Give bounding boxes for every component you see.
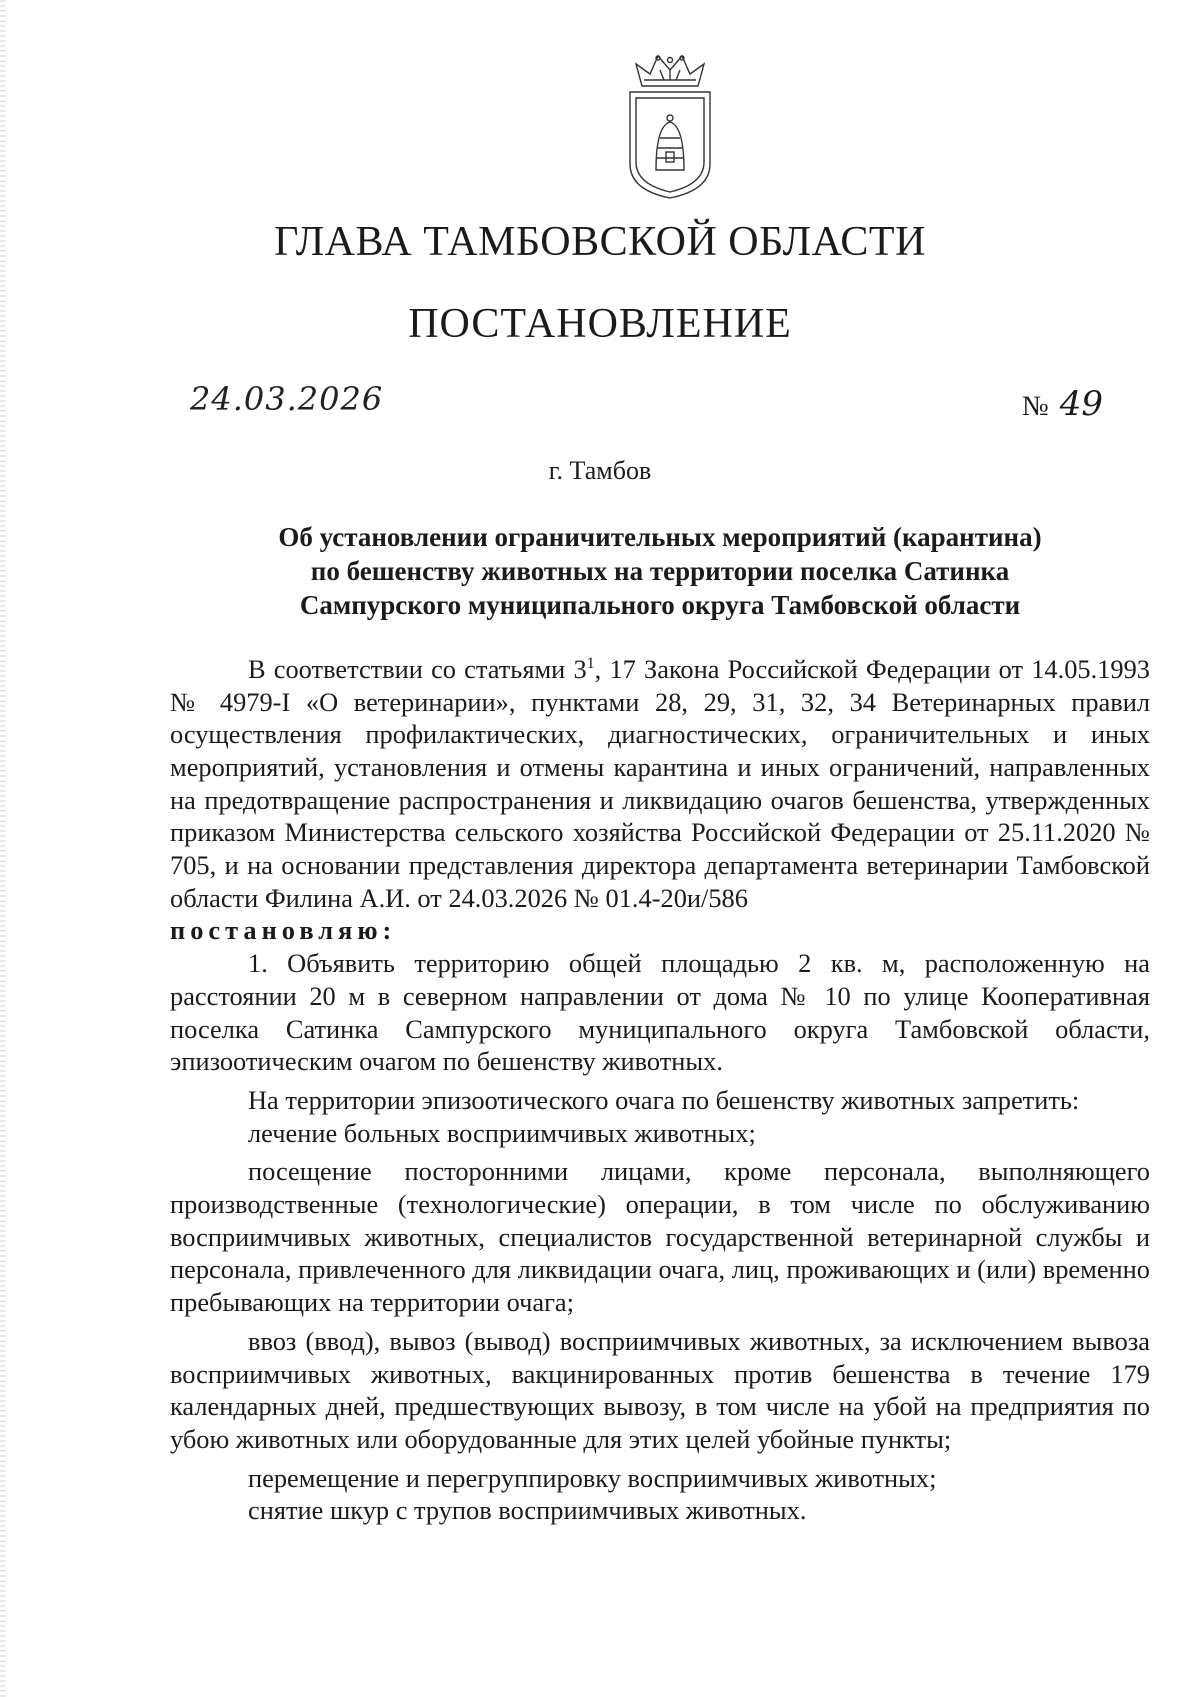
number-value: 49 bbox=[1059, 384, 1103, 424]
subject-title bbox=[170, 520, 1150, 622]
document-body bbox=[170, 648, 1150, 1527]
document-date: 24.03.2026 bbox=[190, 380, 384, 418]
superscript: 1 bbox=[586, 655, 595, 672]
preamble-start: В соответствии со статьями 3 bbox=[248, 653, 587, 684]
subject-line: Сампурского муниципального округа Тамбовской области bbox=[299, 590, 1021, 620]
subject-line: по бешенству животных на территории поселка Сатинка bbox=[310, 556, 1010, 586]
subject-line: Об установлении ограничительных мероприятий (карантина) bbox=[278, 522, 1042, 552]
document-number bbox=[1022, 384, 1103, 424]
preamble-paragraph bbox=[170, 648, 1150, 914]
paragraph-2: На территории эпизоотического очага по бешенству животных запретить: bbox=[248, 1084, 1080, 1115]
paragraph-4: посещение посторонними лицами, кроме персонала, выполняющего производственные (технологические) операции, в том числе по обслуживанию восприимчивых животных, специалистов государственной ветеринарной службы и персонала, привлеченного для ликвидации очага, лиц, проживающих и (или) временно пребывающих на территории очага; bbox=[170, 1156, 1150, 1318]
decree-word: постановляю: bbox=[170, 915, 397, 946]
coat-of-arms-icon bbox=[620, 52, 720, 202]
document-type: ПОСТАНОВЛЕНИЕ bbox=[408, 301, 792, 347]
number-prefix: № bbox=[1022, 391, 1049, 422]
decree-line bbox=[170, 914, 1150, 947]
paragraph-6: перемещение и перегруппировку восприимчивых животных; bbox=[248, 1462, 937, 1493]
paragraph-5: ввоз (ввод), вывоз (вывод) восприимчивых животных, за исключением вывоза восприимчивых животных, вакцинированных против бешенства в течение 179 календарных дней, предшествующих вывозу, в том числе на убой на предприятия по убою животных или оборудованные для этих целей убойные пункты; bbox=[170, 1325, 1150, 1454]
issuing-authority: ГЛАВА ТАМБОВСКОЙ ОБЛАСТИ bbox=[274, 219, 926, 265]
paragraph-1: 1. Объявить территорию общей площадью 2 кв. м, расположенную на расстоянии 20 м в северном направлении от дома № 10 по улице Кооперативная поселка Сатинка Сампурского муниципального округа Тамбовской области, эпизоотическим очагом по бешенству животных. bbox=[170, 948, 1150, 1077]
preamble-rest: , 17 Закона Российской Федерации от 14.05.1993 № 4979-I «О ветеринарии», пунктами 28, 29, 31, 32, 34 Ветеринарных правил осуществления профилактических, диагностических, ограничительных и иных мероприятий, установления и отмены карантина и иных ограничений, направленных на предотвращение распространения и ликвидацию очагов бешенства, утвержденных приказом Министерства сельского хозяйства Российской Федерации от 25.11.2020 № 705, и на основании представления директора департамента ветеринарии Тамбовской области Филина А.И. от 24.03.2026 № 01.4-20и/586 bbox=[170, 653, 1150, 913]
city: г. Тамбов bbox=[548, 456, 652, 485]
paragraph-7: снятие шкур с трупов восприимчивых животных. bbox=[248, 1495, 807, 1526]
paragraph-3: лечение больных восприимчивых животных; bbox=[248, 1117, 756, 1148]
